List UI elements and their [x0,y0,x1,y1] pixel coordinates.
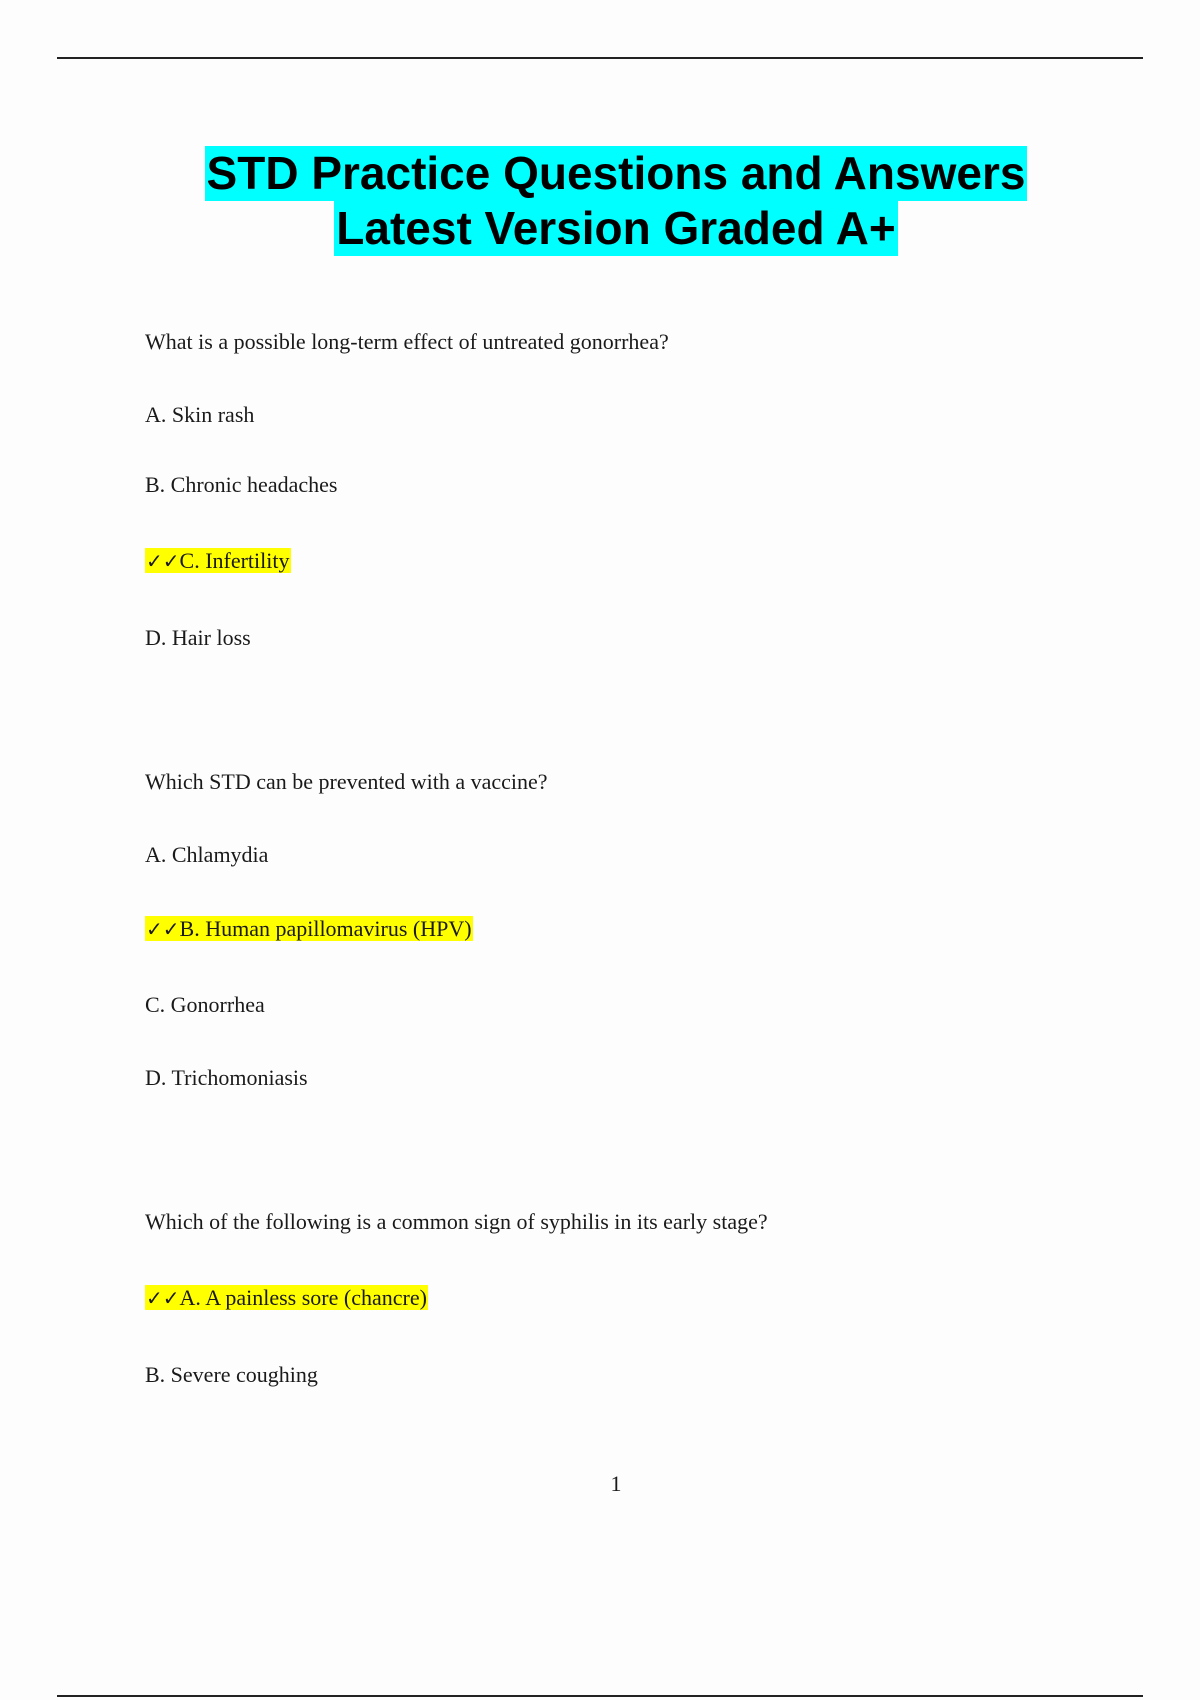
question-2-option-a: A. Chlamydia [145,842,269,867]
check-mark-icon: ✓✓ [146,917,180,941]
question-2-option-c: C. Gonorrhea [145,992,265,1017]
question-2-option-d: D. Trichomoniasis [145,1065,308,1090]
correct-answer-highlight [145,548,291,573]
bottom-rule [57,1695,1143,1697]
check-mark-icon: ✓✓ [146,549,180,573]
page-number: 1 [610,1471,622,1496]
document-title [0,146,1200,256]
correct-answer-highlight [145,1285,428,1310]
question-3-option-a [145,1282,428,1314]
answer-label: B. Human papillomavirus (HPV) [179,916,472,941]
question-1-option-d: D. Hair loss [145,625,251,650]
answer-label: C. Infertility [179,548,290,573]
question-1-option-c [145,545,291,577]
correct-answer-highlight [145,916,473,941]
answer-label: A. A painless sore (chancre) [179,1285,427,1310]
question-1-text: What is a possible long-term effect of untreated gonorrhea? [145,329,669,354]
question-3-text: Which of the following is a common sign of syphilis in its early stage? [145,1209,768,1234]
question-3-option-b: B. Severe coughing [145,1362,318,1387]
title-line-1: STD Practice Questions and Answers [206,147,1026,199]
question-1-option-b: B. Chronic headaches [145,472,338,497]
question-1-option-a: A. Skin rash [145,402,255,427]
question-2-option-b [145,913,473,945]
title-line-2: Latest Version Graded A+ [336,202,896,254]
question-2-text: Which STD can be prevented with a vaccine? [145,769,548,794]
top-rule [57,57,1143,59]
check-mark-icon: ✓✓ [146,1286,180,1310]
